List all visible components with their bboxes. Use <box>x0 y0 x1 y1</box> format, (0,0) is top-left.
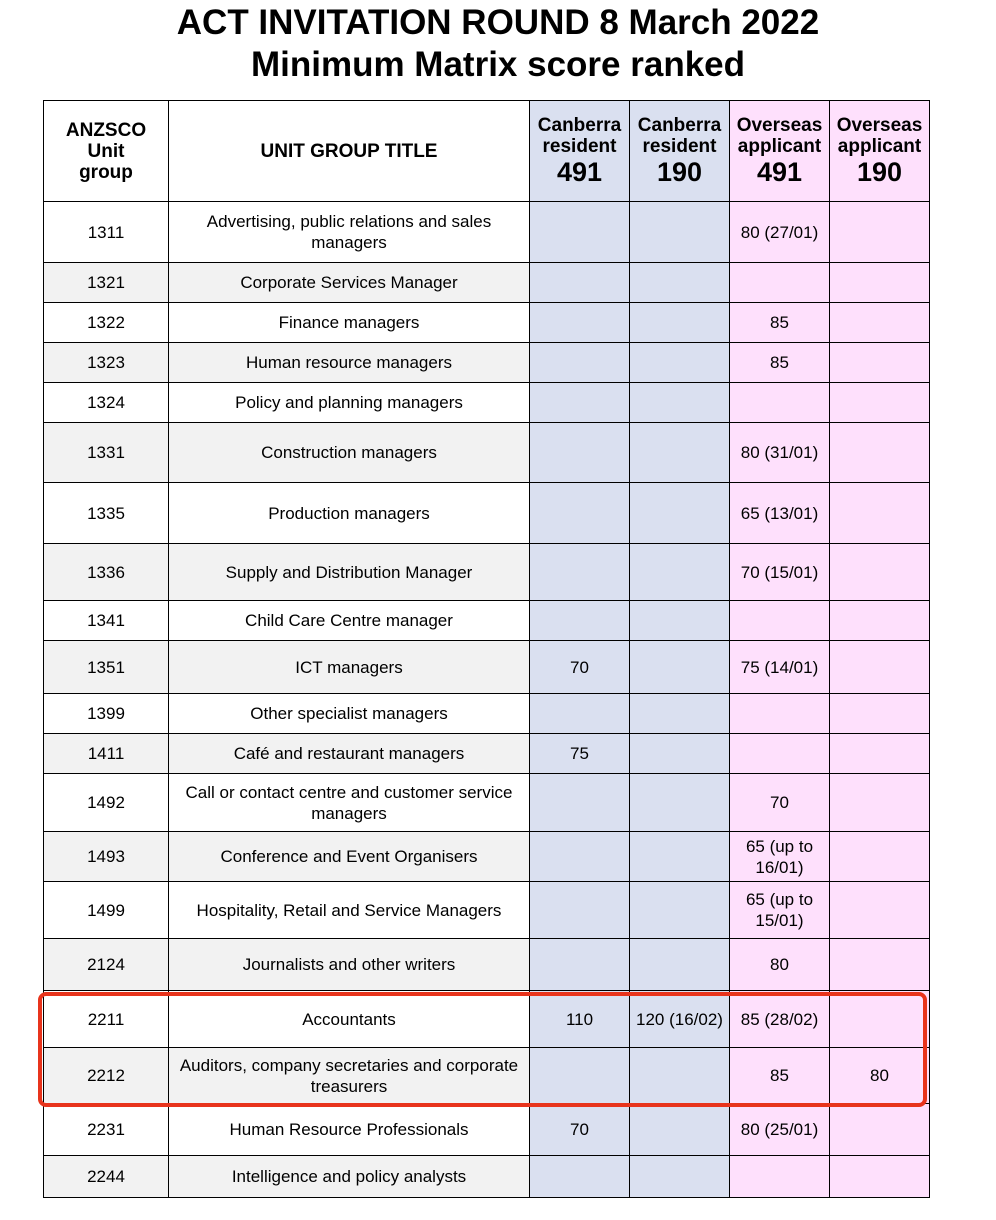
canberra-491-score <box>530 832 630 882</box>
canberra-190-score <box>630 1156 730 1198</box>
canberra-491-score <box>530 1156 630 1198</box>
canberra-190-score <box>630 601 730 641</box>
canberra-190-score <box>630 641 730 694</box>
overseas-491-score: 75 (14/01) <box>730 641 830 694</box>
table-row <box>44 694 930 734</box>
unit-group-title: Journalists and other writers <box>169 939 530 991</box>
table-row <box>44 423 930 483</box>
unit-group-title: Hospitality, Retail and Service Managers <box>169 882 530 939</box>
unit-group-code: 1311 <box>44 202 169 263</box>
overseas-491-score: 85 <box>730 303 830 343</box>
overseas-491-score <box>730 694 830 734</box>
overseas-190-score: 80 <box>830 1048 930 1104</box>
canberra-190-score <box>630 694 730 734</box>
unit-group-title: Child Care Centre manager <box>169 601 530 641</box>
overseas-491-score <box>730 601 830 641</box>
unit-group-code: 1331 <box>44 423 169 483</box>
unit-group-title: Construction managers <box>169 423 530 483</box>
overseas-491-score: 65 (up to 16/01) <box>730 832 830 882</box>
canberra-491-score <box>530 694 630 734</box>
overseas-491-score: 70 <box>730 774 830 832</box>
overseas-491-score <box>730 383 830 423</box>
unit-group-code: 2244 <box>44 1156 169 1198</box>
overseas-491-score <box>730 734 830 774</box>
table-row <box>44 939 930 991</box>
unit-group-code: 2211 <box>44 991 169 1048</box>
unit-group-code: 1335 <box>44 483 169 544</box>
unit-group-title: Conference and Event Organisers <box>169 832 530 882</box>
canberra-491-score <box>530 939 630 991</box>
overseas-190-score <box>830 483 930 544</box>
table-row <box>44 202 930 263</box>
overseas-190-score <box>830 601 930 641</box>
table-row <box>44 1104 930 1156</box>
unit-group-title: Café and restaurant managers <box>169 734 530 774</box>
canberra-190-score <box>630 939 730 991</box>
canberra-491-score <box>530 774 630 832</box>
unit-group-title: Supply and Distribution Manager <box>169 544 530 601</box>
overseas-491-score: 85 <box>730 1048 830 1104</box>
canberra-491-score: 70 <box>530 1104 630 1156</box>
canberra-190-score <box>630 882 730 939</box>
overseas-491-score: 80 (25/01) <box>730 1104 830 1156</box>
table-row <box>44 1048 930 1104</box>
overseas-190-score <box>830 263 930 303</box>
unit-group-code: 1341 <box>44 601 169 641</box>
canberra-491-score: 75 <box>530 734 630 774</box>
unit-group-code: 1351 <box>44 641 169 694</box>
canberra-190-score <box>630 423 730 483</box>
overseas-491-score: 70 (15/01) <box>730 544 830 601</box>
canberra-491-score: 110 <box>530 991 630 1048</box>
overseas-190-score <box>830 544 930 601</box>
overseas-491-score: 65 (up to 15/01) <box>730 882 830 939</box>
canberra-491-score <box>530 383 630 423</box>
header-label: Overseas applicant <box>836 115 923 157</box>
overseas-190-score <box>830 1156 930 1198</box>
table-row <box>44 263 930 303</box>
canberra-190-score <box>630 202 730 263</box>
table-row <box>44 544 930 601</box>
unit-group-title: Human Resource Professionals <box>169 1104 530 1156</box>
overseas-491-score: 85 <box>730 343 830 383</box>
unit-group-code: 1323 <box>44 343 169 383</box>
overseas-491-score <box>730 1156 830 1198</box>
overseas-491-score: 65 (13/01) <box>730 483 830 544</box>
canberra-190-score <box>630 832 730 882</box>
unit-group-code: 1324 <box>44 383 169 423</box>
canberra-190-score <box>630 734 730 774</box>
header-canberra-491 <box>530 101 630 202</box>
overseas-190-score <box>830 343 930 383</box>
header-visa: 491 <box>556 157 603 187</box>
overseas-190-score <box>830 303 930 343</box>
unit-group-title: Production managers <box>169 483 530 544</box>
unit-group-title: Call or contact centre and customer service managers <box>169 774 530 832</box>
overseas-491-score <box>730 263 830 303</box>
unit-group-code: 1399 <box>44 694 169 734</box>
unit-group-code: 1336 <box>44 544 169 601</box>
unit-group-title: Corporate Services Manager <box>169 263 530 303</box>
overseas-190-score <box>830 734 930 774</box>
title-line-1: ACT INVITATION ROUND 8 March 2022 <box>176 3 820 42</box>
overseas-190-score <box>830 694 930 734</box>
overseas-190-score <box>830 832 930 882</box>
overseas-190-score <box>830 202 930 263</box>
matrix-score-table <box>43 100 930 1198</box>
canberra-491-score <box>530 343 630 383</box>
unit-group-title: Finance managers <box>169 303 530 343</box>
header-title: UNIT GROUP TITLE <box>169 101 530 202</box>
canberra-491-score <box>530 202 630 263</box>
header-overseas-491 <box>730 101 830 202</box>
header-visa: 491 <box>756 157 803 187</box>
header-code: ANZSCO Unit group <box>44 101 169 202</box>
table-row <box>44 641 930 694</box>
unit-group-code: 2124 <box>44 939 169 991</box>
canberra-491-score <box>530 1048 630 1104</box>
overseas-190-score <box>830 882 930 939</box>
overseas-491-score: 80 (31/01) <box>730 423 830 483</box>
canberra-190-score <box>630 303 730 343</box>
canberra-190-score <box>630 1104 730 1156</box>
unit-group-code: 2231 <box>44 1104 169 1156</box>
canberra-190-score <box>630 1048 730 1104</box>
header-label: Overseas applicant <box>736 115 823 157</box>
unit-group-title: Intelligence and policy analysts <box>169 1156 530 1198</box>
unit-group-title: Policy and planning managers <box>169 383 530 423</box>
page-title <box>0 2 996 86</box>
canberra-491-score <box>530 544 630 601</box>
header-label: Canberra resident <box>537 115 622 157</box>
overseas-190-score <box>830 939 930 991</box>
header-overseas-190 <box>830 101 930 202</box>
overseas-190-score <box>830 423 930 483</box>
canberra-190-score <box>630 483 730 544</box>
canberra-190-score: 120 (16/02) <box>630 991 730 1048</box>
unit-group-code: 1499 <box>44 882 169 939</box>
canberra-491-score <box>530 423 630 483</box>
canberra-491-score <box>530 483 630 544</box>
table-row <box>44 991 930 1048</box>
unit-group-code: 1492 <box>44 774 169 832</box>
canberra-190-score <box>630 263 730 303</box>
table-row <box>44 343 930 383</box>
header-canberra-190 <box>630 101 730 202</box>
overseas-491-score: 80 <box>730 939 830 991</box>
header-visa: 190 <box>856 157 903 187</box>
unit-group-code: 1322 <box>44 303 169 343</box>
header-visa: 190 <box>656 157 703 187</box>
table-row <box>44 832 930 882</box>
unit-group-code: 1321 <box>44 263 169 303</box>
overseas-190-score <box>830 641 930 694</box>
table-row <box>44 1156 930 1198</box>
table-row <box>44 882 930 939</box>
canberra-190-score <box>630 383 730 423</box>
canberra-190-score <box>630 544 730 601</box>
canberra-491-score <box>530 303 630 343</box>
canberra-491-score <box>530 263 630 303</box>
table-header-row <box>44 101 930 202</box>
canberra-190-score <box>630 774 730 832</box>
header-label: Canberra resident <box>637 115 722 157</box>
table-row <box>44 383 930 423</box>
overseas-491-score: 80 (27/01) <box>730 202 830 263</box>
overseas-190-score <box>830 774 930 832</box>
overseas-190-score <box>830 383 930 423</box>
table-row <box>44 483 930 544</box>
unit-group-title: Human resource managers <box>169 343 530 383</box>
canberra-491-score: 70 <box>530 641 630 694</box>
table-row <box>44 734 930 774</box>
unit-group-title: Accountants <box>169 991 530 1048</box>
table-row <box>44 303 930 343</box>
unit-group-title: Auditors, company secretaries and corporate treasurers <box>169 1048 530 1104</box>
canberra-190-score <box>630 343 730 383</box>
canberra-491-score <box>530 601 630 641</box>
table-row <box>44 774 930 832</box>
table-row <box>44 601 930 641</box>
overseas-190-score <box>830 991 930 1048</box>
unit-group-code: 1493 <box>44 832 169 882</box>
canberra-491-score <box>530 882 630 939</box>
overseas-190-score <box>830 1104 930 1156</box>
unit-group-code: 2212 <box>44 1048 169 1104</box>
unit-group-title: Other specialist managers <box>169 694 530 734</box>
title-line-2: Minimum Matrix score ranked <box>250 45 746 84</box>
unit-group-title: ICT managers <box>169 641 530 694</box>
unit-group-title: Advertising, public relations and sales managers <box>169 202 530 263</box>
unit-group-code: 1411 <box>44 734 169 774</box>
overseas-491-score: 85 (28/02) <box>730 991 830 1048</box>
